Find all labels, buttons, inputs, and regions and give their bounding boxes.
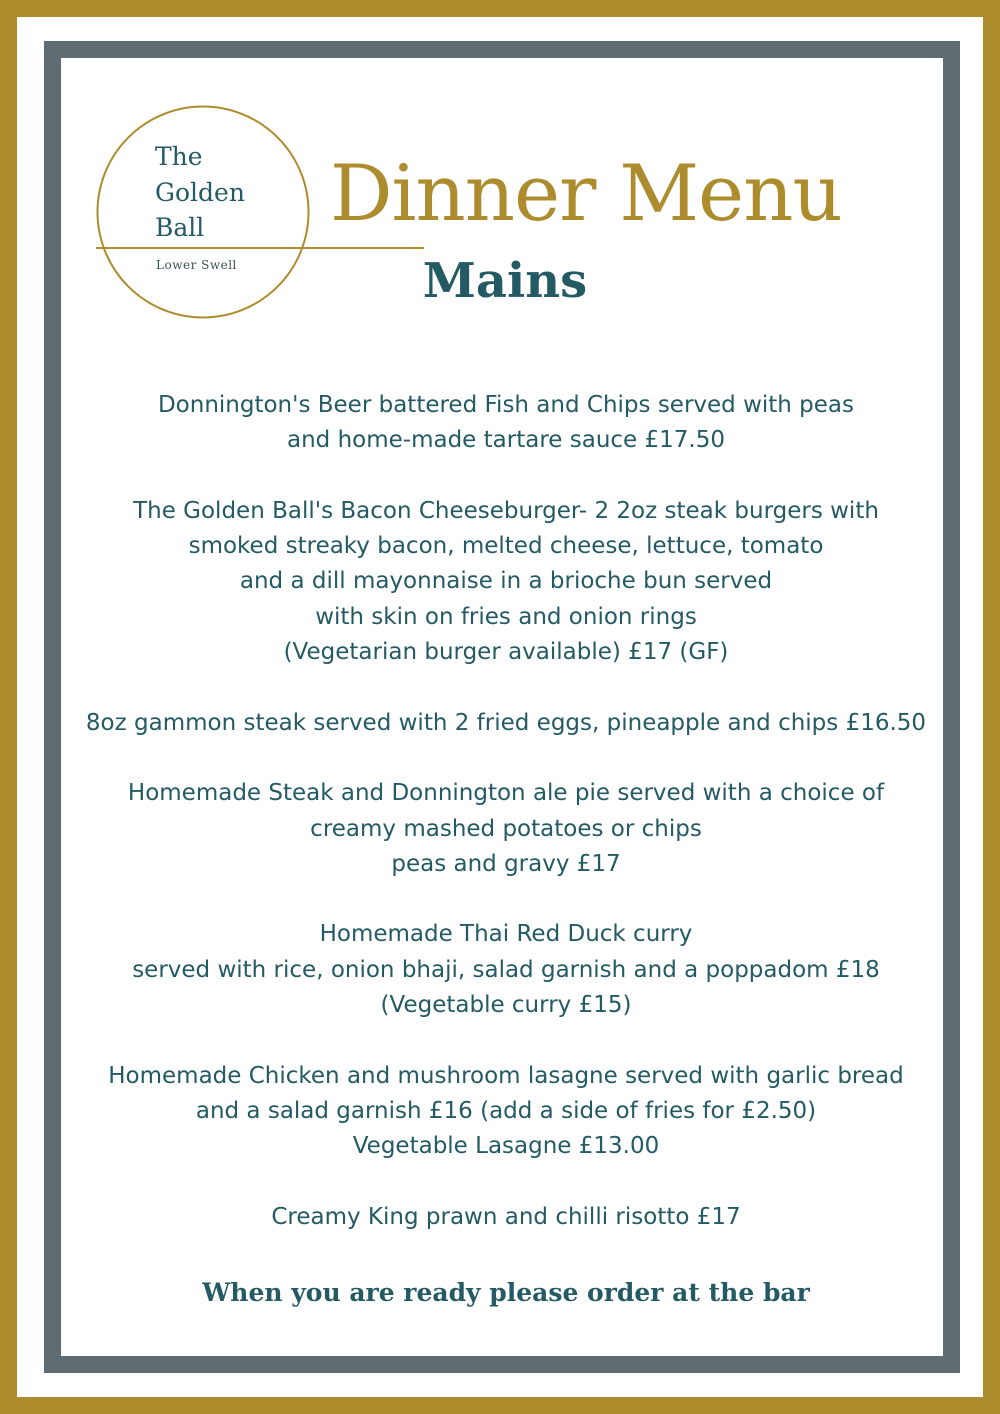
menu-item-line: and a dill mayonnaise in a brioche bun served	[239, 568, 773, 595]
logo-name-line: Golden	[155, 177, 245, 207]
logo-name-line: Ball	[155, 213, 205, 242]
menu-item	[61, 1200, 951, 1235]
menu-item-line: with skin on fries and onion rings	[315, 603, 697, 630]
menu-item-line: Donnington's Beer battered Fish and Chips served with peas	[157, 392, 855, 418]
menu-item-line: Homemade Steak and Donnington ale pie served with a choice of	[127, 780, 885, 807]
menu-item	[61, 494, 951, 670]
menu-item	[61, 388, 951, 459]
menu-item	[61, 1059, 951, 1165]
menu-item-line: peas and gravy £17	[391, 850, 621, 877]
menu-item-line: Homemade Thai Red Duck curry	[319, 921, 693, 948]
logo-name-line: The	[155, 142, 203, 171]
menu-items-list	[61, 388, 951, 1270]
menu-item-line: served with rice, onion bhaji, salad garnish and a poppadom £18	[132, 956, 880, 983]
menu-item-line: Creamy King prawn and chilli risotto £17	[271, 1203, 741, 1230]
menu-item	[61, 776, 951, 882]
menu-item-line: (Vegetarian burger available) £17 (GF)	[283, 639, 729, 666]
menu-item-line: Homemade Chicken and mushroom lasagne served with garlic bread	[108, 1062, 904, 1089]
menu-item-line: The Golden Ball's Bacon Cheeseburger- 2 2oz steak burgers with	[133, 497, 879, 524]
menu-item	[61, 706, 951, 741]
menu-item-line: 8oz gammon steak served with 2 fried eggs, pineapple and chips £16.50	[85, 709, 927, 736]
menu-item-line: and home-made tartare sauce £17.50	[287, 427, 725, 454]
menu-item-line: creamy mashed potatoes or chips	[310, 815, 702, 842]
menu-item-line: (Vegetable curry £15)	[380, 992, 632, 1019]
logo-name	[155, 139, 245, 246]
menu-title: Dinner Menu	[330, 149, 842, 239]
golden-ball-logo	[96, 105, 310, 319]
menu-item-line: Vegetable Lasagne £13.00	[352, 1133, 660, 1160]
logo-location: Lower Swell	[156, 258, 237, 272]
order-note: When you are ready please order at the bar	[202, 1278, 810, 1307]
menu-item-line: smoked streaky bacon, melted cheese, lettuce, tomato	[188, 533, 824, 560]
section-title: Mains	[422, 253, 588, 309]
menu-item	[61, 917, 951, 1023]
menu-item-line: and a salad garnish £16 (add a side of fries for £2.50)	[195, 1097, 817, 1124]
